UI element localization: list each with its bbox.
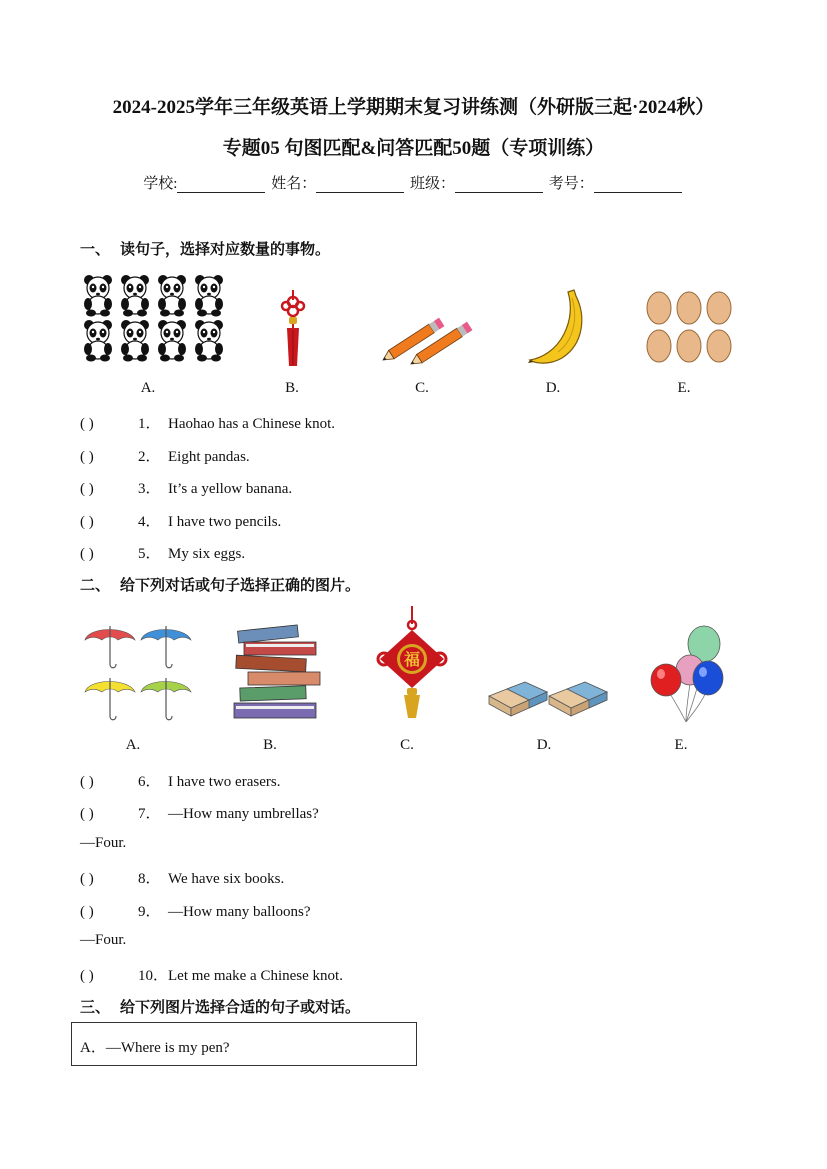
question-text: —How many balloons?: [168, 904, 311, 920]
answer-blank[interactable]: ( ): [80, 774, 94, 790]
answer-blank[interactable]: ( ): [80, 416, 94, 432]
picture-letter-e: E.: [677, 380, 691, 396]
question-text: Haohao has a Chinese knot.: [168, 416, 336, 432]
answer-blank[interactable]: ( ): [80, 546, 94, 562]
section-2-title: 给下列对话或句子选择正确的图片。: [120, 578, 361, 594]
question-item: [80, 867, 284, 888]
picture-letter-a: A.: [125, 737, 141, 753]
question-text: We have six books.: [168, 871, 285, 887]
option-box-a: A．—Where is my pen?: [71, 1022, 417, 1066]
question-number: 2．: [138, 449, 161, 465]
section-2-number: 二、: [80, 578, 111, 594]
question-item: [80, 802, 319, 823]
picture-letter-b: B.: [285, 380, 299, 396]
exam-number-label: 考号：: [548, 176, 594, 192]
name-label: 姓名：: [271, 176, 317, 192]
question-text: Let me make a Chinese knot.: [168, 968, 343, 984]
fu-character: 福: [403, 650, 421, 669]
picture-letter-c: C.: [415, 380, 429, 396]
picture-letter-d: D.: [536, 737, 552, 753]
picture-letter-b: B.: [263, 737, 277, 753]
section-1-number: 一、: [80, 242, 111, 258]
question-text: Eight pandas.: [168, 449, 250, 465]
answer-blank[interactable]: ( ): [80, 481, 94, 497]
answer-blank[interactable]: ( ): [80, 514, 94, 530]
answer-blank[interactable]: ( ): [80, 968, 94, 984]
class-blank[interactable]: [455, 176, 543, 193]
question-number: 10．: [138, 968, 169, 984]
banana-icon: [528, 288, 590, 368]
picture-letter-e: E.: [674, 737, 688, 753]
question-item: [80, 510, 281, 531]
school-label: 学校:: [143, 176, 178, 192]
section-2-heading: [80, 574, 360, 595]
panda-icon: [80, 274, 230, 362]
question-number: 8．: [138, 871, 161, 887]
section-1-title: 读句子，选择对应数量的事物。: [120, 242, 331, 258]
answer-blank[interactable]: ( ): [80, 871, 94, 887]
name-blank[interactable]: [316, 176, 404, 193]
balloon-icon: [648, 626, 726, 724]
question-number: 7．: [138, 806, 161, 822]
student-info-row: [0, 172, 827, 193]
class-label: 班级：: [409, 176, 455, 192]
question-text: My six eggs.: [168, 546, 246, 562]
egg-icon: [645, 291, 735, 363]
eraser-icon: [489, 670, 609, 722]
question-item: [80, 445, 250, 466]
question-number: 3．: [138, 481, 161, 497]
chinese-knot-icon: [376, 606, 448, 720]
dialogue-answer: —Four.: [80, 835, 127, 851]
question-number: 1．: [138, 416, 161, 432]
section-3-heading: [80, 996, 360, 1017]
section-3-number: 三、: [80, 1000, 111, 1016]
answer-blank[interactable]: ( ): [80, 449, 94, 465]
section-3-title: 给下列图片选择合适的句子或对话。: [120, 1000, 361, 1016]
question-number: 6．: [138, 774, 161, 790]
question-text: I have two pencils.: [168, 514, 282, 530]
picture-letter-d: D.: [545, 380, 561, 396]
answer-blank[interactable]: ( ): [80, 904, 94, 920]
question-item: [80, 542, 245, 563]
question-text: I have two erasers.: [168, 774, 281, 790]
question-text: —How many umbrellas?: [168, 806, 319, 822]
question-number: 4．: [138, 514, 161, 530]
question-item: [80, 964, 343, 985]
question-item: [80, 412, 335, 433]
worksheet-subtitle: 专题05 句图匹配&问答匹配50题（专项训练）: [222, 138, 605, 159]
section-1-heading: [80, 238, 330, 259]
question-item: [80, 477, 292, 498]
umbrella-icon: [85, 624, 195, 724]
question-text: It’s a yellow banana.: [168, 481, 293, 497]
question-number: 9．: [138, 904, 161, 920]
worksheet-title: 2024-2025学年三年级英语上学期期末复习讲练测（外研版三起·2024秋）: [112, 97, 715, 118]
exam-number-blank[interactable]: [594, 176, 682, 193]
question-number: 5．: [138, 546, 161, 562]
question-item: [80, 770, 280, 791]
picture-letter-a: A.: [140, 380, 156, 396]
chinese-knot-icon: [277, 290, 309, 368]
question-item: [80, 900, 310, 921]
picture-letter-c: C.: [400, 737, 414, 753]
school-blank[interactable]: [177, 176, 265, 193]
books-icon: [230, 624, 324, 722]
answer-blank[interactable]: ( ): [80, 806, 94, 822]
dialogue-answer: —Four.: [80, 932, 127, 948]
pencil-icon: [383, 312, 473, 364]
